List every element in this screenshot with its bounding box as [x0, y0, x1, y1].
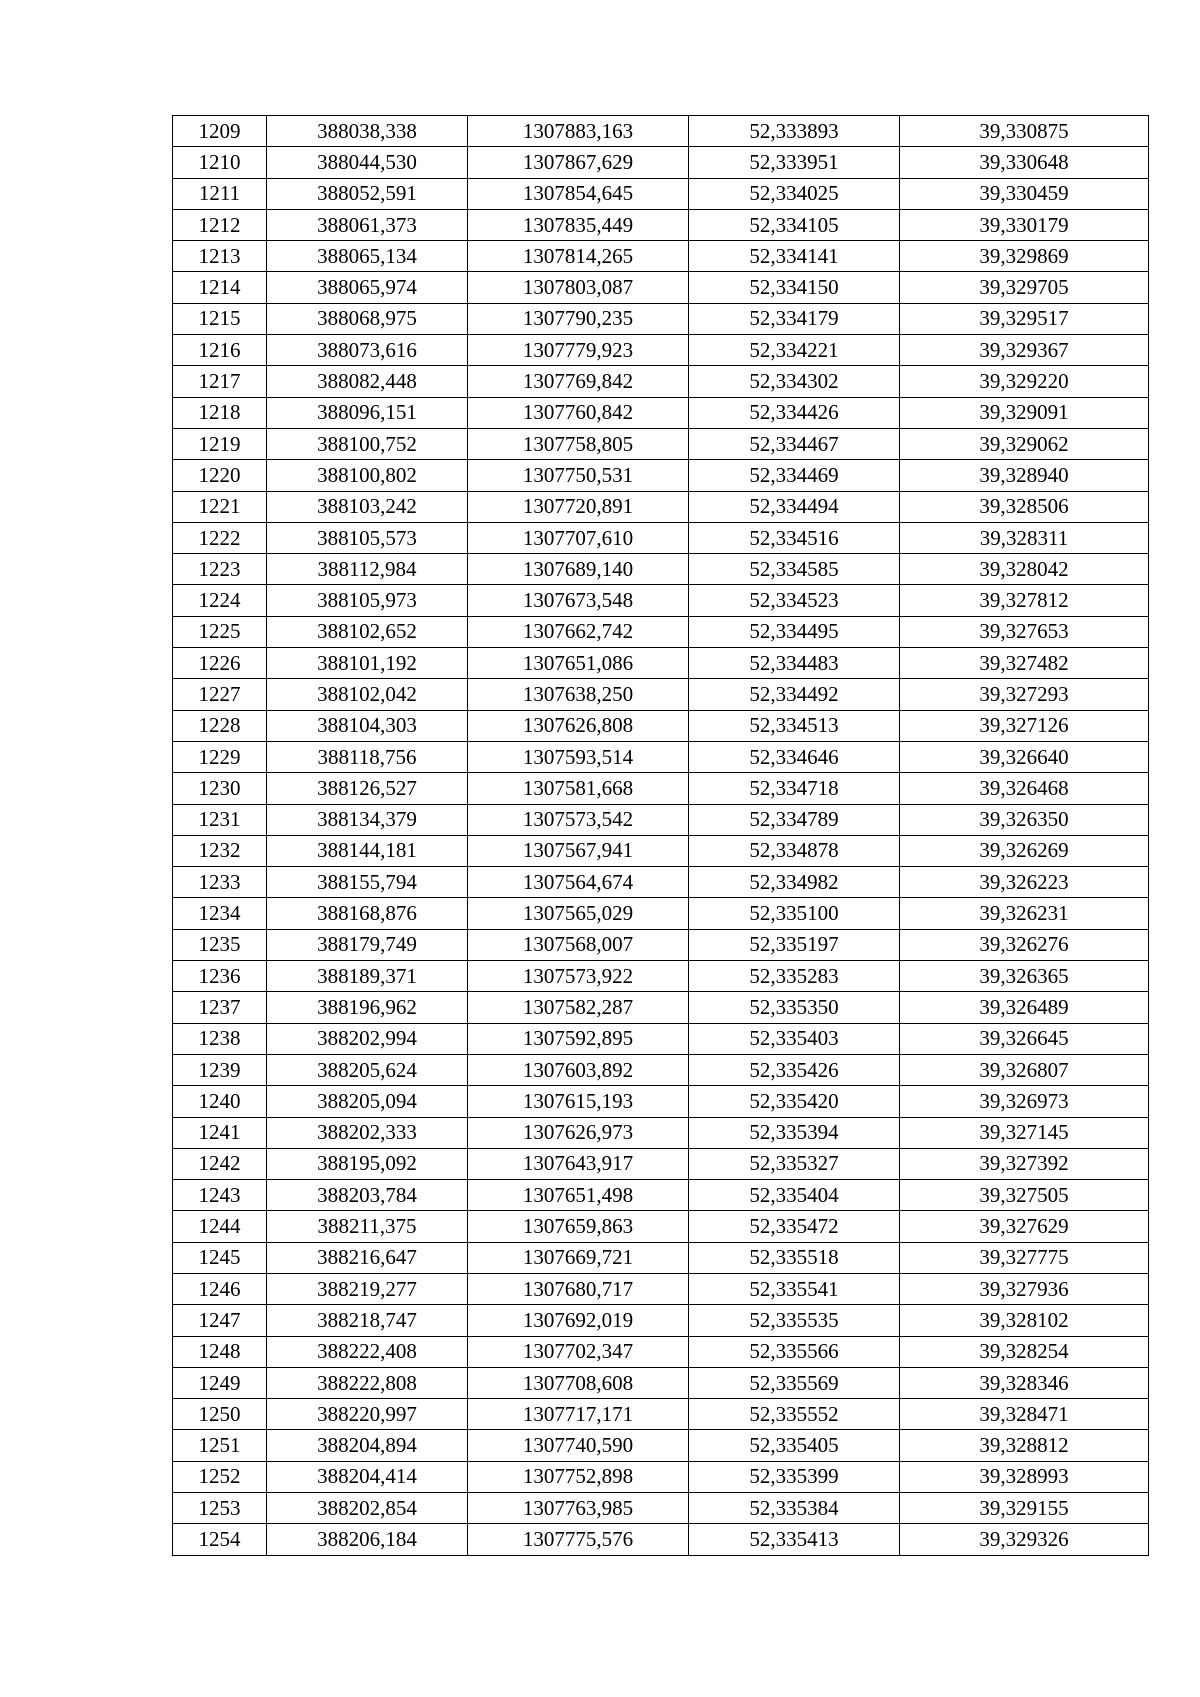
- x-coordinate-cell: 388155,794: [267, 867, 468, 898]
- point-number-cell: 1223: [173, 554, 267, 585]
- y-coordinate-cell: 1307702,347: [468, 1336, 689, 1367]
- table-row: [173, 241, 1149, 272]
- point-number-cell: 1249: [173, 1367, 267, 1398]
- y-coordinate-cell: 1307567,941: [468, 835, 689, 866]
- x-coordinate-cell: 388202,854: [267, 1493, 468, 1524]
- table-row: [173, 835, 1149, 866]
- x-coordinate-cell: 388195,092: [267, 1148, 468, 1179]
- table-row: [173, 1461, 1149, 1492]
- latitude-cell: 52,335350: [689, 992, 900, 1023]
- y-coordinate-cell: 1307565,029: [468, 898, 689, 929]
- table-row: [173, 648, 1149, 679]
- table-row: [173, 209, 1149, 240]
- longitude-cell: 39,330179: [900, 209, 1149, 240]
- longitude-cell: 39,329062: [900, 428, 1149, 459]
- y-coordinate-cell: 1307643,917: [468, 1148, 689, 1179]
- longitude-cell: 39,327392: [900, 1148, 1149, 1179]
- y-coordinate-cell: 1307669,721: [468, 1242, 689, 1273]
- x-coordinate-cell: 388082,448: [267, 366, 468, 397]
- y-coordinate-cell: 1307659,863: [468, 1211, 689, 1242]
- point-number-cell: 1243: [173, 1180, 267, 1211]
- x-coordinate-cell: 388205,094: [267, 1086, 468, 1117]
- latitude-cell: 52,335283: [689, 961, 900, 992]
- x-coordinate-cell: 388202,994: [267, 1023, 468, 1054]
- y-coordinate-cell: 1307573,542: [468, 804, 689, 835]
- longitude-cell: 39,329705: [900, 272, 1149, 303]
- table-row: [173, 1367, 1149, 1398]
- table-row: [173, 867, 1149, 898]
- coordinates-table-body: [173, 116, 1149, 1556]
- latitude-cell: 52,334516: [689, 522, 900, 553]
- x-coordinate-cell: 388168,876: [267, 898, 468, 929]
- y-coordinate-cell: 1307692,019: [468, 1305, 689, 1336]
- x-coordinate-cell: 388204,414: [267, 1461, 468, 1492]
- x-coordinate-cell: 388061,373: [267, 209, 468, 240]
- longitude-cell: 39,326231: [900, 898, 1149, 929]
- table-row: [173, 1242, 1149, 1273]
- latitude-cell: 52,335569: [689, 1367, 900, 1398]
- x-coordinate-cell: 388102,042: [267, 679, 468, 710]
- longitude-cell: 39,328993: [900, 1461, 1149, 1492]
- longitude-cell: 39,328471: [900, 1399, 1149, 1430]
- latitude-cell: 52,334495: [689, 616, 900, 647]
- y-coordinate-cell: 1307758,805: [468, 428, 689, 459]
- longitude-cell: 39,326350: [900, 804, 1149, 835]
- longitude-cell: 39,328940: [900, 460, 1149, 491]
- longitude-cell: 39,327653: [900, 616, 1149, 647]
- latitude-cell: 52,335413: [689, 1524, 900, 1555]
- longitude-cell: 39,328042: [900, 554, 1149, 585]
- point-number-cell: 1232: [173, 835, 267, 866]
- latitude-cell: 52,334718: [689, 773, 900, 804]
- latitude-cell: 52,334789: [689, 804, 900, 835]
- point-number-cell: 1238: [173, 1023, 267, 1054]
- x-coordinate-cell: 388222,808: [267, 1367, 468, 1398]
- x-coordinate-cell: 388105,973: [267, 585, 468, 616]
- longitude-cell: 39,329220: [900, 366, 1149, 397]
- x-coordinate-cell: 388144,181: [267, 835, 468, 866]
- table-row: [173, 335, 1149, 366]
- y-coordinate-cell: 1307775,576: [468, 1524, 689, 1555]
- table-row: [173, 616, 1149, 647]
- latitude-cell: 52,335518: [689, 1242, 900, 1273]
- latitude-cell: 52,334302: [689, 366, 900, 397]
- point-number-cell: 1245: [173, 1242, 267, 1273]
- longitude-cell: 39,329367: [900, 335, 1149, 366]
- table-row: [173, 272, 1149, 303]
- longitude-cell: 39,326489: [900, 992, 1149, 1023]
- y-coordinate-cell: 1307568,007: [468, 929, 689, 960]
- x-coordinate-cell: 388216,647: [267, 1242, 468, 1273]
- y-coordinate-cell: 1307564,674: [468, 867, 689, 898]
- latitude-cell: 52,335100: [689, 898, 900, 929]
- latitude-cell: 52,334467: [689, 428, 900, 459]
- point-number-cell: 1231: [173, 804, 267, 835]
- point-number-cell: 1250: [173, 1399, 267, 1430]
- latitude-cell: 52,334523: [689, 585, 900, 616]
- y-coordinate-cell: 1307867,629: [468, 147, 689, 178]
- point-number-cell: 1215: [173, 303, 267, 334]
- y-coordinate-cell: 1307763,985: [468, 1493, 689, 1524]
- y-coordinate-cell: 1307720,891: [468, 491, 689, 522]
- latitude-cell: 52,334982: [689, 867, 900, 898]
- point-number-cell: 1254: [173, 1524, 267, 1555]
- latitude-cell: 52,333893: [689, 116, 900, 147]
- point-number-cell: 1213: [173, 241, 267, 272]
- x-coordinate-cell: 388219,277: [267, 1273, 468, 1304]
- table-row: [173, 929, 1149, 960]
- y-coordinate-cell: 1307708,608: [468, 1367, 689, 1398]
- y-coordinate-cell: 1307750,531: [468, 460, 689, 491]
- latitude-cell: 52,334141: [689, 241, 900, 272]
- latitude-cell: 52,334646: [689, 741, 900, 772]
- latitude-cell: 52,335403: [689, 1023, 900, 1054]
- y-coordinate-cell: 1307814,265: [468, 241, 689, 272]
- point-number-cell: 1234: [173, 898, 267, 929]
- y-coordinate-cell: 1307651,498: [468, 1180, 689, 1211]
- latitude-cell: 52,334494: [689, 491, 900, 522]
- latitude-cell: 52,335566: [689, 1336, 900, 1367]
- y-coordinate-cell: 1307593,514: [468, 741, 689, 772]
- longitude-cell: 39,328506: [900, 491, 1149, 522]
- longitude-cell: 39,327812: [900, 585, 1149, 616]
- y-coordinate-cell: 1307752,898: [468, 1461, 689, 1492]
- point-number-cell: 1248: [173, 1336, 267, 1367]
- point-number-cell: 1244: [173, 1211, 267, 1242]
- longitude-cell: 39,328812: [900, 1430, 1149, 1461]
- longitude-cell: 39,329326: [900, 1524, 1149, 1555]
- latitude-cell: 52,335197: [689, 929, 900, 960]
- point-number-cell: 1241: [173, 1117, 267, 1148]
- x-coordinate-cell: 388222,408: [267, 1336, 468, 1367]
- point-number-cell: 1214: [173, 272, 267, 303]
- point-number-cell: 1224: [173, 585, 267, 616]
- table-row: [173, 178, 1149, 209]
- y-coordinate-cell: 1307581,668: [468, 773, 689, 804]
- point-number-cell: 1226: [173, 648, 267, 679]
- longitude-cell: 39,326276: [900, 929, 1149, 960]
- table-row: [173, 554, 1149, 585]
- y-coordinate-cell: 1307603,892: [468, 1054, 689, 1085]
- point-number-cell: 1228: [173, 710, 267, 741]
- x-coordinate-cell: 388100,752: [267, 428, 468, 459]
- y-coordinate-cell: 1307626,808: [468, 710, 689, 741]
- point-number-cell: 1239: [173, 1054, 267, 1085]
- point-number-cell: 1210: [173, 147, 267, 178]
- table-row: [173, 585, 1149, 616]
- table-row: [173, 1493, 1149, 1524]
- point-number-cell: 1251: [173, 1430, 267, 1461]
- longitude-cell: 39,327482: [900, 648, 1149, 679]
- table-row: [173, 522, 1149, 553]
- y-coordinate-cell: 1307717,171: [468, 1399, 689, 1430]
- point-number-cell: 1229: [173, 741, 267, 772]
- x-coordinate-cell: 388073,616: [267, 335, 468, 366]
- x-coordinate-cell: 388044,530: [267, 147, 468, 178]
- x-coordinate-cell: 388112,984: [267, 554, 468, 585]
- y-coordinate-cell: 1307790,235: [468, 303, 689, 334]
- y-coordinate-cell: 1307573,922: [468, 961, 689, 992]
- longitude-cell: 39,330875: [900, 116, 1149, 147]
- y-coordinate-cell: 1307615,193: [468, 1086, 689, 1117]
- x-coordinate-cell: 388068,975: [267, 303, 468, 334]
- x-coordinate-cell: 388206,184: [267, 1524, 468, 1555]
- longitude-cell: 39,328311: [900, 522, 1149, 553]
- point-number-cell: 1236: [173, 961, 267, 992]
- latitude-cell: 52,334025: [689, 178, 900, 209]
- x-coordinate-cell: 388104,303: [267, 710, 468, 741]
- longitude-cell: 39,328346: [900, 1367, 1149, 1398]
- table-row: [173, 366, 1149, 397]
- table-row: [173, 491, 1149, 522]
- longitude-cell: 39,327145: [900, 1117, 1149, 1148]
- table-row: [173, 397, 1149, 428]
- table-row: [173, 428, 1149, 459]
- table-row: [173, 1086, 1149, 1117]
- y-coordinate-cell: 1307760,842: [468, 397, 689, 428]
- x-coordinate-cell: 388102,652: [267, 616, 468, 647]
- x-coordinate-cell: 388118,756: [267, 741, 468, 772]
- table-row: [173, 804, 1149, 835]
- longitude-cell: 39,326365: [900, 961, 1149, 992]
- table-row: [173, 147, 1149, 178]
- point-number-cell: 1247: [173, 1305, 267, 1336]
- point-number-cell: 1230: [173, 773, 267, 804]
- latitude-cell: 52,335472: [689, 1211, 900, 1242]
- longitude-cell: 39,326973: [900, 1086, 1149, 1117]
- longitude-cell: 39,327629: [900, 1211, 1149, 1242]
- x-coordinate-cell: 388126,527: [267, 773, 468, 804]
- longitude-cell: 39,329869: [900, 241, 1149, 272]
- point-number-cell: 1220: [173, 460, 267, 491]
- x-coordinate-cell: 388189,371: [267, 961, 468, 992]
- x-coordinate-cell: 388205,624: [267, 1054, 468, 1085]
- latitude-cell: 52,335327: [689, 1148, 900, 1179]
- longitude-cell: 39,326269: [900, 835, 1149, 866]
- table-row: [173, 1211, 1149, 1242]
- table-row: [173, 1305, 1149, 1336]
- table-row: [173, 1430, 1149, 1461]
- longitude-cell: 39,327126: [900, 710, 1149, 741]
- point-number-cell: 1219: [173, 428, 267, 459]
- y-coordinate-cell: 1307638,250: [468, 679, 689, 710]
- latitude-cell: 52,334221: [689, 335, 900, 366]
- y-coordinate-cell: 1307680,717: [468, 1273, 689, 1304]
- latitude-cell: 52,334105: [689, 209, 900, 240]
- point-number-cell: 1211: [173, 178, 267, 209]
- point-number-cell: 1221: [173, 491, 267, 522]
- point-number-cell: 1240: [173, 1086, 267, 1117]
- point-number-cell: 1233: [173, 867, 267, 898]
- table-row: [173, 1273, 1149, 1304]
- latitude-cell: 52,334426: [689, 397, 900, 428]
- table-row: [173, 1117, 1149, 1148]
- point-number-cell: 1242: [173, 1148, 267, 1179]
- table-row: [173, 961, 1149, 992]
- table-row: [173, 460, 1149, 491]
- x-coordinate-cell: 388096,151: [267, 397, 468, 428]
- table-row: [173, 1336, 1149, 1367]
- latitude-cell: 52,334513: [689, 710, 900, 741]
- x-coordinate-cell: 388134,379: [267, 804, 468, 835]
- point-number-cell: 1253: [173, 1493, 267, 1524]
- longitude-cell: 39,327505: [900, 1180, 1149, 1211]
- x-coordinate-cell: 388179,749: [267, 929, 468, 960]
- point-number-cell: 1216: [173, 335, 267, 366]
- latitude-cell: 52,334483: [689, 648, 900, 679]
- x-coordinate-cell: 388103,242: [267, 491, 468, 522]
- latitude-cell: 52,335420: [689, 1086, 900, 1117]
- point-number-cell: 1217: [173, 366, 267, 397]
- point-number-cell: 1222: [173, 522, 267, 553]
- latitude-cell: 52,335399: [689, 1461, 900, 1492]
- latitude-cell: 52,335394: [689, 1117, 900, 1148]
- x-coordinate-cell: 388204,894: [267, 1430, 468, 1461]
- y-coordinate-cell: 1307883,163: [468, 116, 689, 147]
- y-coordinate-cell: 1307835,449: [468, 209, 689, 240]
- table-row: [173, 710, 1149, 741]
- point-number-cell: 1237: [173, 992, 267, 1023]
- y-coordinate-cell: 1307740,590: [468, 1430, 689, 1461]
- table-row: [173, 1023, 1149, 1054]
- point-number-cell: 1209: [173, 116, 267, 147]
- latitude-cell: 52,333951: [689, 147, 900, 178]
- point-number-cell: 1218: [173, 397, 267, 428]
- latitude-cell: 52,335426: [689, 1054, 900, 1085]
- longitude-cell: 39,326223: [900, 867, 1149, 898]
- latitude-cell: 52,334492: [689, 679, 900, 710]
- table-row: [173, 116, 1149, 147]
- longitude-cell: 39,327936: [900, 1273, 1149, 1304]
- x-coordinate-cell: 388038,338: [267, 116, 468, 147]
- latitude-cell: 52,335541: [689, 1273, 900, 1304]
- table-row: [173, 992, 1149, 1023]
- latitude-cell: 52,335384: [689, 1493, 900, 1524]
- longitude-cell: 39,326468: [900, 773, 1149, 804]
- x-coordinate-cell: 388100,802: [267, 460, 468, 491]
- table-row: [173, 1148, 1149, 1179]
- point-number-cell: 1225: [173, 616, 267, 647]
- longitude-cell: 39,328102: [900, 1305, 1149, 1336]
- latitude-cell: 52,335535: [689, 1305, 900, 1336]
- x-coordinate-cell: 388065,974: [267, 272, 468, 303]
- y-coordinate-cell: 1307854,645: [468, 178, 689, 209]
- longitude-cell: 39,326807: [900, 1054, 1149, 1085]
- latitude-cell: 52,334585: [689, 554, 900, 585]
- y-coordinate-cell: 1307689,140: [468, 554, 689, 585]
- point-number-cell: 1246: [173, 1273, 267, 1304]
- y-coordinate-cell: 1307803,087: [468, 272, 689, 303]
- y-coordinate-cell: 1307592,895: [468, 1023, 689, 1054]
- longitude-cell: 39,328254: [900, 1336, 1149, 1367]
- latitude-cell: 52,334469: [689, 460, 900, 491]
- y-coordinate-cell: 1307651,086: [468, 648, 689, 679]
- x-coordinate-cell: 388202,333: [267, 1117, 468, 1148]
- latitude-cell: 52,334150: [689, 272, 900, 303]
- point-number-cell: 1212: [173, 209, 267, 240]
- x-coordinate-cell: 388101,192: [267, 648, 468, 679]
- y-coordinate-cell: 1307673,548: [468, 585, 689, 616]
- longitude-cell: 39,330459: [900, 178, 1149, 209]
- y-coordinate-cell: 1307779,923: [468, 335, 689, 366]
- table-row: [173, 898, 1149, 929]
- point-number-cell: 1227: [173, 679, 267, 710]
- longitude-cell: 39,327293: [900, 679, 1149, 710]
- x-coordinate-cell: 388196,962: [267, 992, 468, 1023]
- table-row: [173, 679, 1149, 710]
- table-row: [173, 741, 1149, 772]
- longitude-cell: 39,326645: [900, 1023, 1149, 1054]
- x-coordinate-cell: 388218,747: [267, 1305, 468, 1336]
- y-coordinate-cell: 1307662,742: [468, 616, 689, 647]
- x-coordinate-cell: 388065,134: [267, 241, 468, 272]
- latitude-cell: 52,335404: [689, 1180, 900, 1211]
- latitude-cell: 52,335405: [689, 1430, 900, 1461]
- y-coordinate-cell: 1307626,973: [468, 1117, 689, 1148]
- x-coordinate-cell: 388052,591: [267, 178, 468, 209]
- longitude-cell: 39,326640: [900, 741, 1149, 772]
- coordinates-table: [172, 115, 1149, 1556]
- table-row: [173, 1524, 1149, 1555]
- latitude-cell: 52,334878: [689, 835, 900, 866]
- longitude-cell: 39,330648: [900, 147, 1149, 178]
- longitude-cell: 39,329091: [900, 397, 1149, 428]
- point-number-cell: 1235: [173, 929, 267, 960]
- x-coordinate-cell: 388105,573: [267, 522, 468, 553]
- point-number-cell: 1252: [173, 1461, 267, 1492]
- table-row: [173, 303, 1149, 334]
- y-coordinate-cell: 1307582,287: [468, 992, 689, 1023]
- longitude-cell: 39,327775: [900, 1242, 1149, 1273]
- x-coordinate-cell: 388211,375: [267, 1211, 468, 1242]
- x-coordinate-cell: 388203,784: [267, 1180, 468, 1211]
- latitude-cell: 52,334179: [689, 303, 900, 334]
- longitude-cell: 39,329517: [900, 303, 1149, 334]
- x-coordinate-cell: 388220,997: [267, 1399, 468, 1430]
- table-row: [173, 773, 1149, 804]
- latitude-cell: 52,335552: [689, 1399, 900, 1430]
- table-row: [173, 1399, 1149, 1430]
- longitude-cell: 39,329155: [900, 1493, 1149, 1524]
- y-coordinate-cell: 1307769,842: [468, 366, 689, 397]
- table-row: [173, 1180, 1149, 1211]
- table-row: [173, 1054, 1149, 1085]
- y-coordinate-cell: 1307707,610: [468, 522, 689, 553]
